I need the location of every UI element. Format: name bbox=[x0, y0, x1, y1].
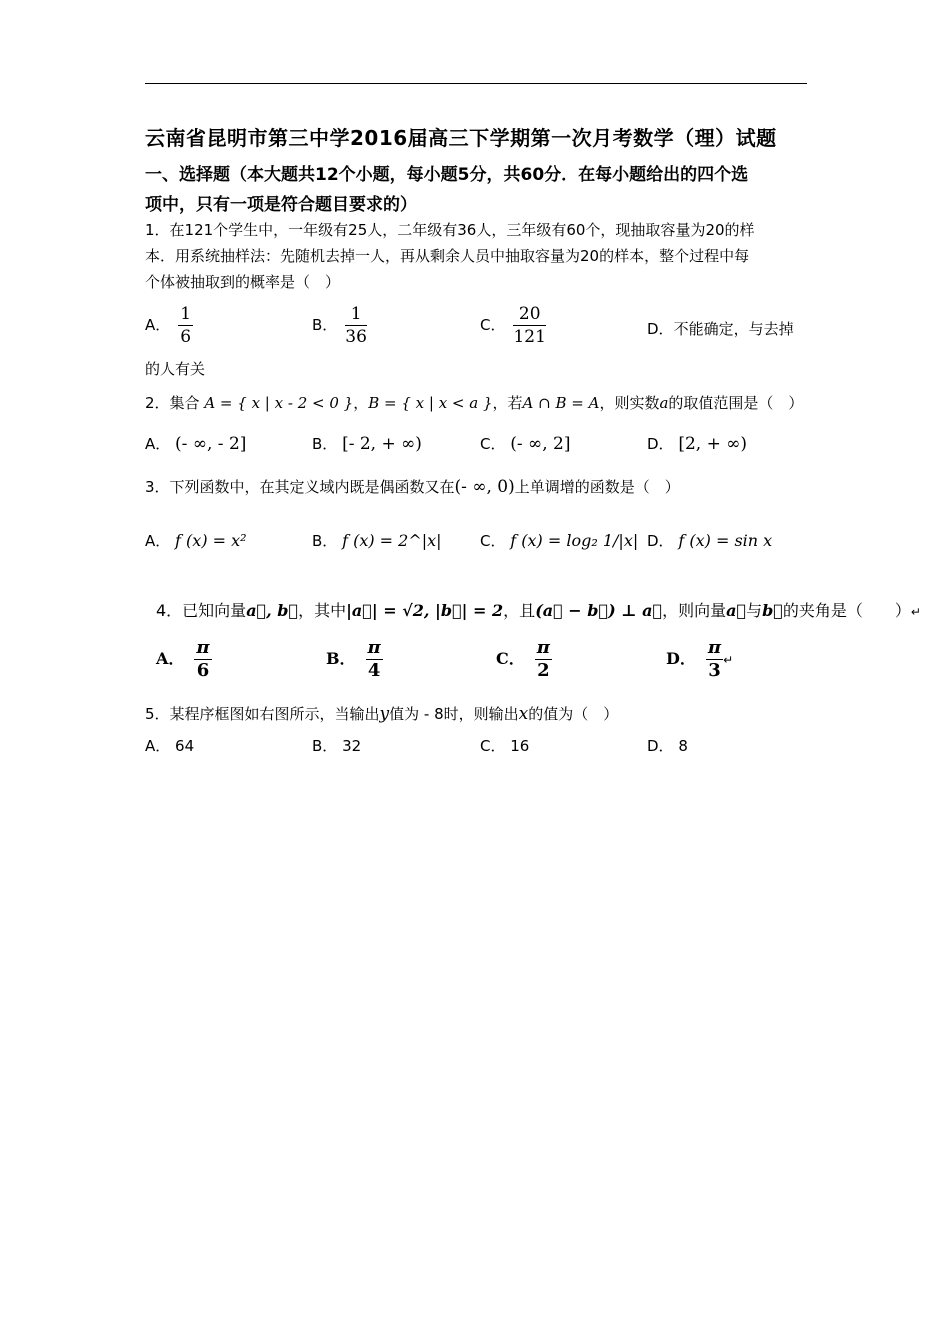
q1-option-c bbox=[480, 303, 546, 348]
set-b-expr: B = { x | x < a } bbox=[368, 394, 493, 412]
fraction: $\frac{20}{121}$ bbox=[513, 304, 546, 347]
fraction: $\frac{1}{6}$ bbox=[180, 304, 192, 347]
q1-line1: 1．在121个学生中，一年级有25人，二年级有36人，三年级有60个，现抽取容量为20的样 bbox=[145, 221, 755, 239]
q1-option-d bbox=[647, 318, 794, 339]
q4-stem: 4．已知向量a⃗, b⃗，其中|a⃗| = √2, |b⃗| = 2，且(a⃗ − b⃗) ⊥ a⃗，则向量a⃗与b⃗的夹角是（ ）↵ bbox=[156, 601, 921, 620]
q4-option-b: B． $\frac{\pi}{4}$ bbox=[326, 637, 381, 681]
q5-option-b: B． 32 bbox=[312, 737, 362, 755]
section-heading-line1: 一、选择题（本大题共12个小题，每小题5分，共60分．在每小题给出的四个选 bbox=[145, 165, 749, 185]
q4-option-c: C． $\frac{\pi}{2}$ bbox=[496, 637, 550, 681]
interval-expr: (- ∞, 0) bbox=[454, 477, 515, 497]
q2-option-a: A． (- ∞, - 2] bbox=[145, 434, 247, 454]
q1-option-b bbox=[312, 303, 367, 348]
option-label: C． bbox=[480, 316, 506, 334]
condition-expr: A ∩ B = A bbox=[522, 394, 600, 412]
q2-option-d: D． [2, + ∞) bbox=[647, 434, 748, 454]
header-rule bbox=[145, 83, 807, 84]
exam-title: 云南省昆明市第三中学2016届高三下学期第一次月考数学（理）试题 bbox=[145, 126, 777, 150]
q2-stem: 2．集合 A = { x | x - 2 < 0 }，B = { x | x < a }，若A ∩ B = A，则实数a的取值范围是（ ） bbox=[145, 394, 804, 412]
q1-option-a bbox=[145, 303, 193, 348]
q5-option-d: D． 8 bbox=[647, 737, 688, 755]
option-label: D． bbox=[647, 320, 674, 338]
q4-option-a: A． $\frac{\pi}{6}$ bbox=[156, 637, 210, 681]
q2-option-c: C． (- ∞, 2] bbox=[480, 434, 571, 454]
q1-option-d-continued: 的人有关 bbox=[145, 360, 206, 378]
option-text: 不能确定，与去掉 bbox=[673, 320, 794, 338]
section-heading-line2: 项中，只有一项是符合题目要求的） bbox=[145, 195, 417, 215]
q2-option-b: B． [- 2, + ∞) bbox=[312, 434, 422, 454]
set-a-expr: A = { x | x - 2 < 0 } bbox=[204, 394, 354, 412]
q4-option-d: D． $\frac{\pi}{3}$ ↵ bbox=[666, 637, 734, 681]
perpendicular-expr: (a⃗ − b⃗) ⊥ a⃗ bbox=[535, 601, 663, 620]
magnitude-expr: |a⃗| = √2, |b⃗| = 2 bbox=[346, 601, 504, 620]
q1-line3: 个体被抽取到的概率是（ ） bbox=[145, 273, 341, 291]
option-label: A． bbox=[145, 316, 171, 334]
q3-option-c: C． f (x) = log₂ 1/|x| bbox=[480, 531, 639, 550]
q5-option-c: C． 16 bbox=[480, 737, 530, 755]
q3-option-a: A． f (x) = x² bbox=[145, 531, 247, 550]
q3-option-b: B． f (x) = 2^|x| bbox=[312, 531, 442, 550]
return-mark: ↵ bbox=[910, 605, 921, 619]
q5-stem: 5．某程序框图如右图所示，当输出y值为 - 8时，则输出x的值为（ ） bbox=[145, 704, 619, 724]
q5-option-a: A． 64 bbox=[145, 737, 195, 755]
q1-line2: 本．用系统抽样法：先随机去掉一人，再从剩余人员中抽取容量为20的样本，整个过程中每 bbox=[145, 247, 750, 265]
q3-option-d: D． f (x) = sin x bbox=[647, 531, 773, 550]
fraction: $\frac{1}{36}$ bbox=[345, 304, 367, 347]
q3-stem: 3．下列函数中，在其定义域内既是偶函数又在(- ∞, 0)上单调增的函数是（ ） bbox=[145, 477, 680, 497]
option-label: B． bbox=[312, 316, 338, 334]
